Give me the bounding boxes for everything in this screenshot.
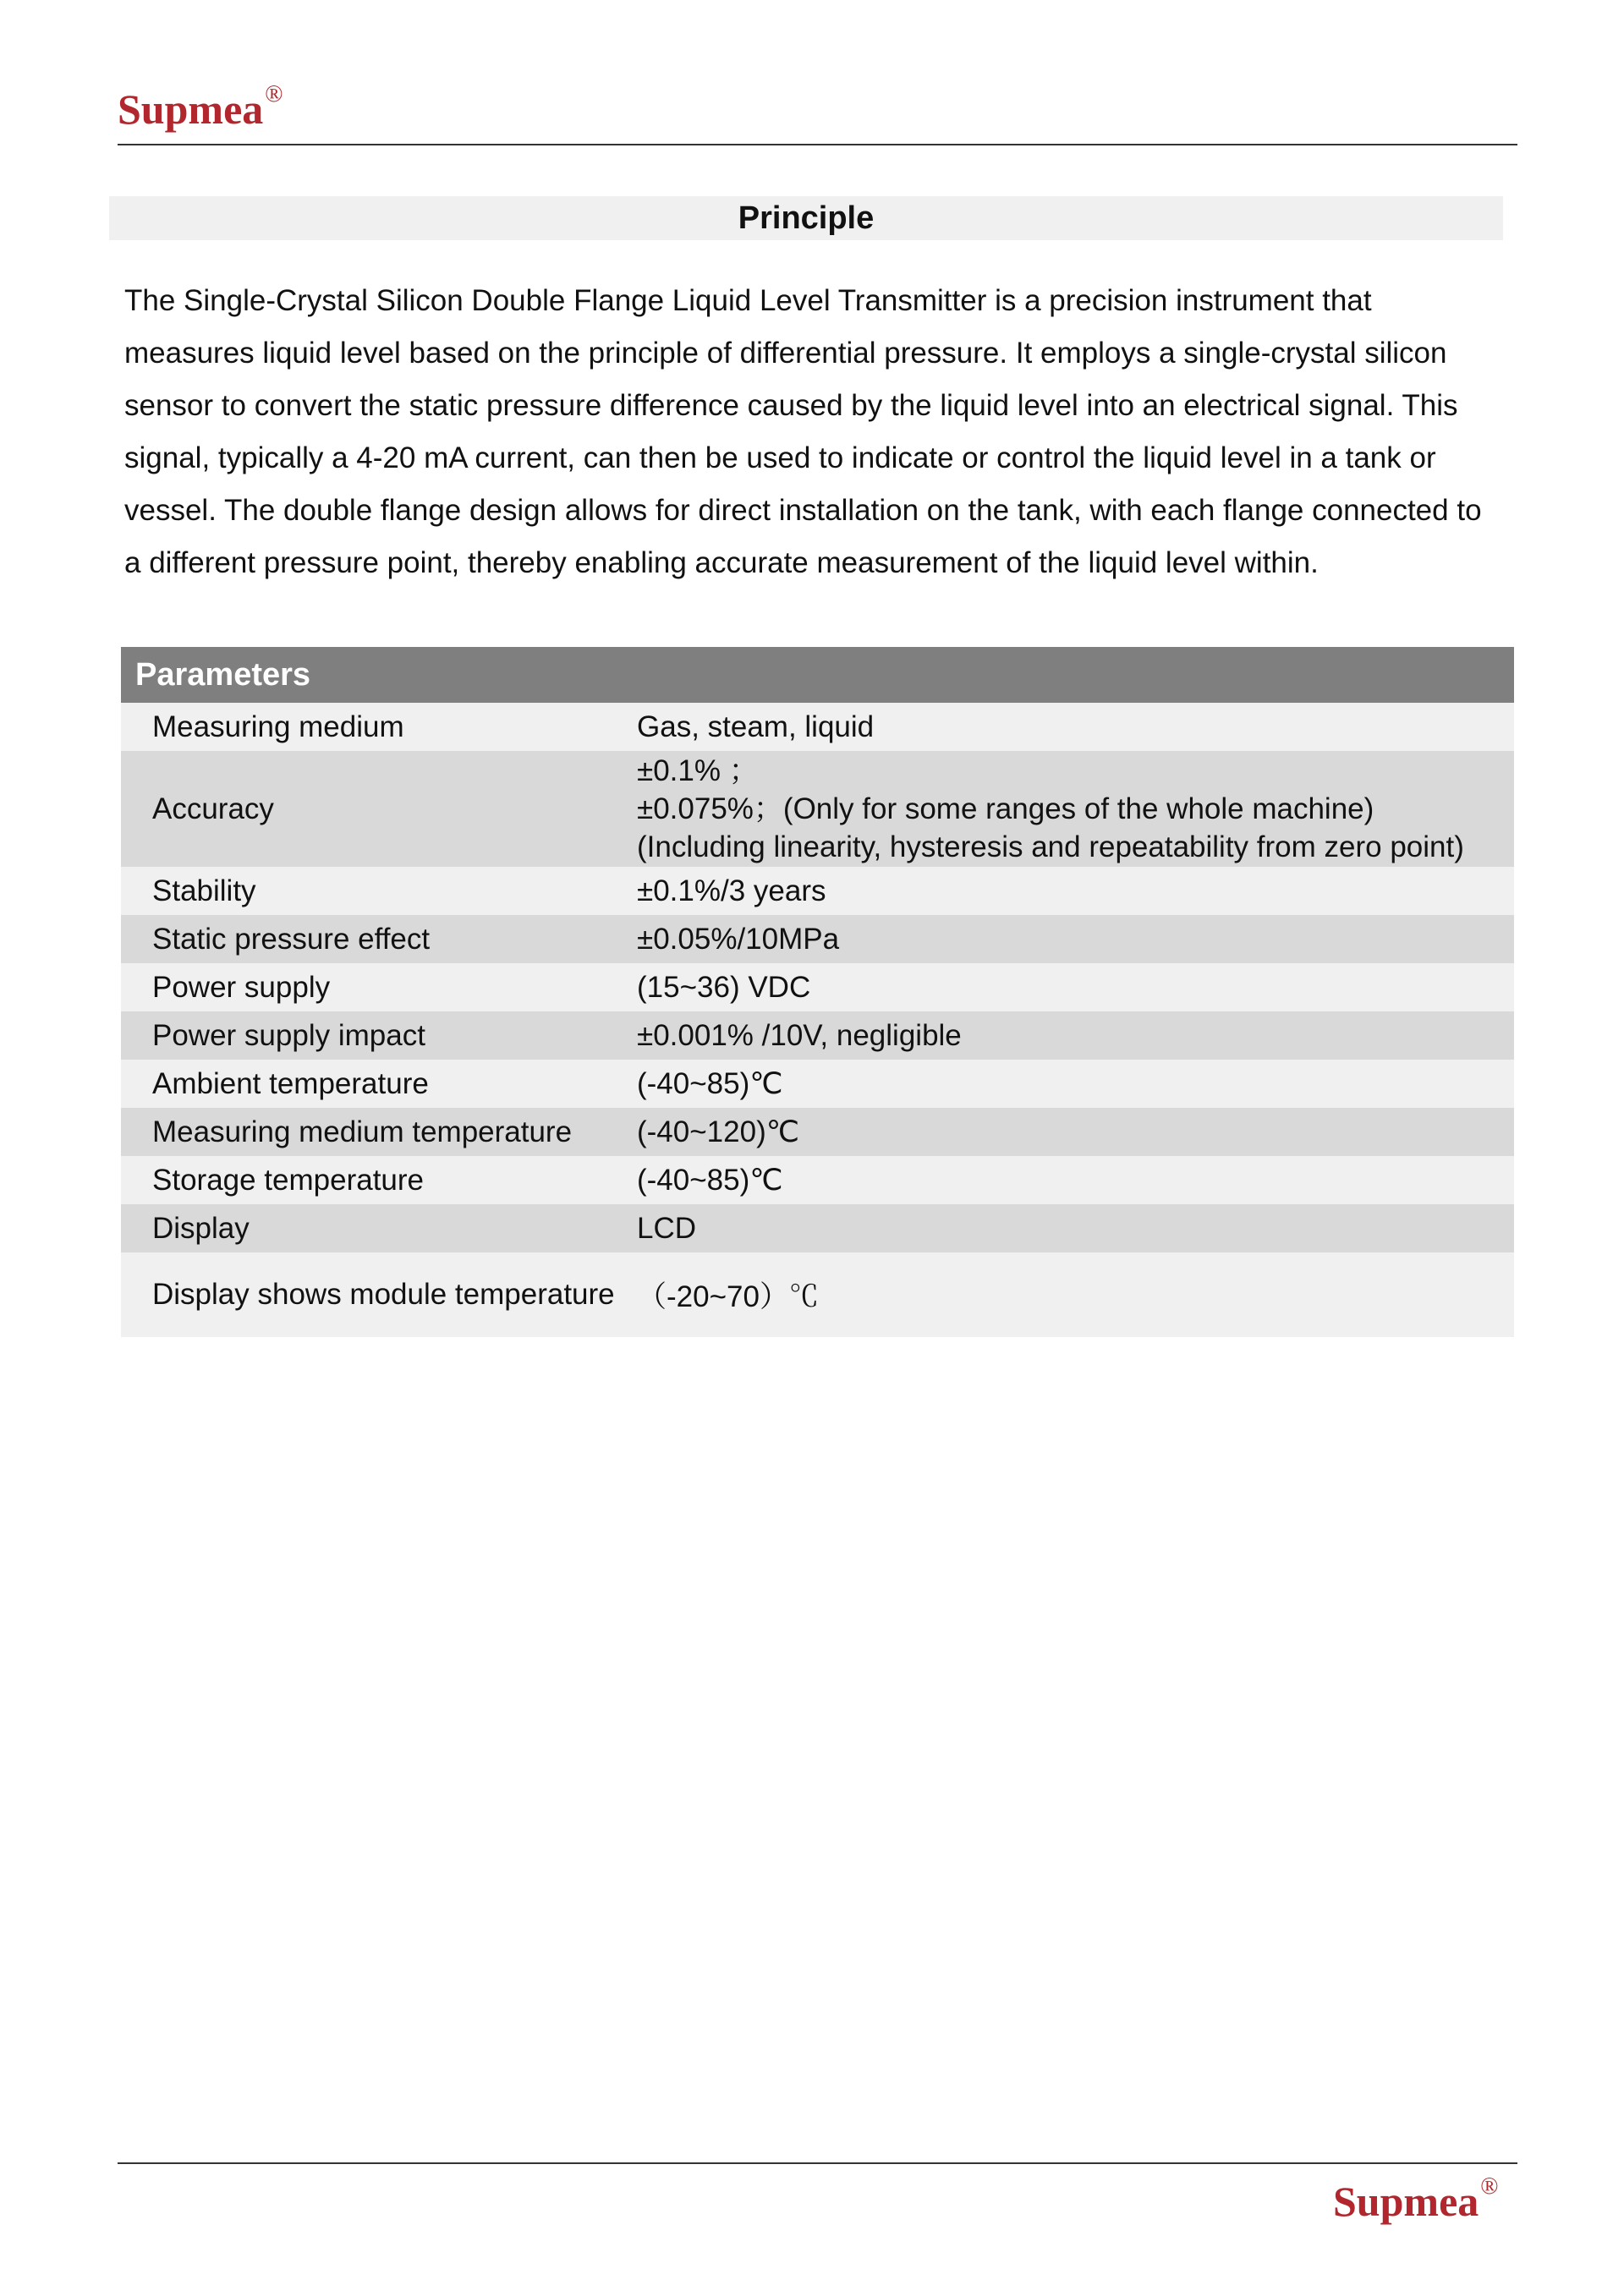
accuracy-line: (Including linearity, hysteresis and repeatability from zero point): [637, 830, 1464, 863]
param-value: LCD: [637, 1211, 697, 1245]
principle-heading: Principle: [109, 196, 1503, 240]
param-value: (-40~120)℃: [637, 1115, 800, 1148]
param-name: Static pressure effect: [152, 922, 431, 956]
param-name: Stability: [152, 874, 256, 907]
table-row: [121, 1108, 1514, 1156]
param-value: [637, 751, 1514, 867]
table-row: [121, 703, 1514, 751]
param-value: ±0.001% /10V, negligible: [637, 1018, 962, 1052]
param-name: Accuracy: [152, 792, 274, 825]
parameters-table: [121, 647, 1514, 1337]
table-row: [121, 751, 1514, 867]
accuracy-line: ±0.1% ；: [637, 754, 759, 787]
param-name: Power supply impact: [152, 1018, 425, 1052]
param-value: ±0.1%/3 years: [637, 874, 826, 907]
footer-registered-mark: ®: [1480, 2173, 1499, 2200]
header-registered-mark: ®: [265, 81, 283, 107]
principle-paragraph: The Single-Crystal Silicon Double Flange Liquid Level Transmitter is a precision instrument that measures liquid level based on the principle of differential pressure. It employs a single-crystal silicon sensor to convert the static pressure difference caused by the liquid level into an electrical signal. This signal, typically a 4-20 mA current, can then be used to indicate or control the liquid level in a tank or vessel. The double flange design allows for direct installation on the tank, with each flange connected to a different pressure point, thereby enabling accurate measurement of the liquid level within.: [124, 284, 1482, 579]
param-name: Ambient temperature: [152, 1066, 429, 1100]
parameters-heading: Parameters: [121, 647, 1514, 703]
param-value: Gas, steam, liquid: [637, 710, 875, 743]
header-logo: [118, 81, 283, 133]
table-row: [121, 1060, 1514, 1108]
param-value: (-40~85)℃: [637, 1163, 783, 1197]
accuracy-line: ±0.075%；(Only for some ranges of the whole machine): [637, 792, 1374, 825]
param-value: （-20~70）℃: [637, 1280, 819, 1313]
param-name: Storage temperature: [152, 1163, 425, 1197]
param-name: [121, 1252, 637, 1337]
table-row: [121, 1204, 1514, 1252]
param-value: (-40~85)℃: [637, 1066, 783, 1100]
param-value: (15~36) VDC: [637, 970, 811, 1004]
footer-logo: [1333, 2173, 1499, 2225]
table-row: [121, 1011, 1514, 1060]
param-name: Display: [152, 1211, 250, 1245]
table-row: [121, 1156, 1514, 1204]
param-name-text: Display shows module temperature: [152, 1278, 615, 1311]
footer-divider: [118, 2162, 1517, 2164]
param-name: Measuring medium temperature: [152, 1115, 573, 1148]
footer-brand-text: Supmea: [1333, 2178, 1479, 2225]
table-row: [121, 963, 1514, 1011]
table-row: [121, 1252, 1514, 1337]
table-row: [121, 867, 1514, 915]
table-row: [121, 915, 1514, 963]
param-value: ±0.05%/10MPa: [637, 922, 840, 956]
param-name: Measuring medium: [152, 710, 404, 743]
param-name: Power supply: [152, 970, 331, 1004]
header-brand-text: Supmea: [118, 85, 264, 133]
header-divider: [118, 144, 1517, 145]
